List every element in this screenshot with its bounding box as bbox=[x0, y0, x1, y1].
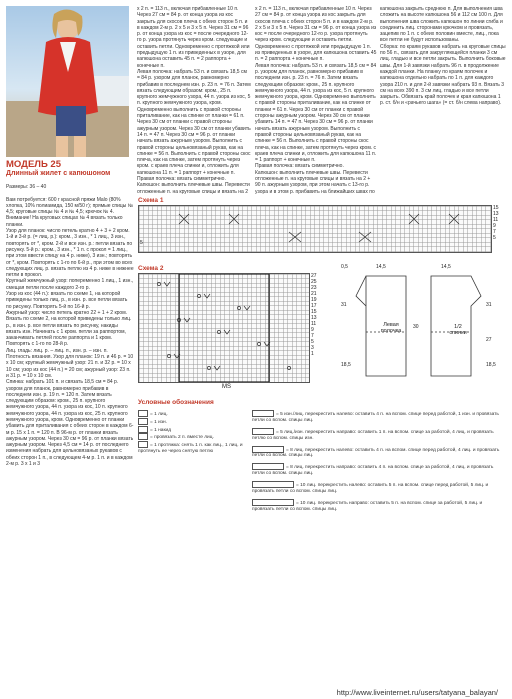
legend-item: = 1 протяжка: снять 1 п. как лиц., 1 лиц. и протянуть ее через снятую петлю bbox=[138, 442, 243, 454]
legend-item: = 1 лиц. bbox=[138, 410, 248, 418]
model-number: МОДЕЛЬ 25 bbox=[6, 159, 61, 170]
legend-item: = 10 лиц. перекрестить направо: оставить 5 п. на вспом. спице за работой, 5 лиц. и провязать петли со вспом. спицы лиц. bbox=[252, 500, 483, 512]
legend-item: = 10 лиц. перекрестить налево: оставить 5 п. на вспом. спице перед работой, 5 лиц. и провязать петли со вспом. спицы лиц. bbox=[252, 482, 489, 494]
pattern-label-right: 1/2 спинки bbox=[449, 324, 467, 336]
footer-url[interactable]: http://www.liveinternet.ru/users/tatyana_balayan/ bbox=[336, 688, 498, 697]
scheme-1-chart bbox=[138, 205, 492, 253]
instructions-column-3: капюшона закрыть среднюю п. Для выполнения шва сложить на высоте капюшона 56 и 112 см 100 п. Для выполнения шва сложить капюшон по линии сгиба и соединить лиц. сторонами крючком и провязать, зацепив по 1 п. с обеих половин вместе, лиц., пока все петли не будут использованы. Сборка: по краям рукавов набрать на круговые спицы по 56 п., связать для закругляющейся планки 3 см лиц. гладью и все петли закрыть. Выполнить боковые швы. Для 1-й завязки набрать 96 п. в продолжение каждой планки. На планку по краям полочек и капюшона отдельно набрать по 1 п. для каждого узора 210 п. и для 2-й завязки набрать 93 п. Вязать 3 см на всех 390 п. 3 см лиц. гладью и все петли закрыть. Обвязать край полочек и края капюшона 1 р. ст. б/н и «рачьего шага» (= ст. б/н слева направо). bbox=[380, 6, 506, 107]
legend-item: = 8 лиц. перекрестить налево: оставить 4 п. на вспом. спице перед работой, 4 лиц. и провязать петли со вспом. спицы лиц. bbox=[252, 447, 500, 459]
model-title bbox=[6, 160, 134, 178]
legend-item: = 1 накид bbox=[138, 426, 248, 434]
repeat-label: MS bbox=[222, 384, 231, 390]
legend-item: = 5 изн./лиц. перекрестить налево: оставить 4 п. на вспом. спице перед работой, 1 изн. и провязать петли со вспом. спицы лиц. bbox=[252, 411, 499, 423]
instructions-column-1: Размеры: 36 – 40 Вам потребуется: 600 г красной пряжи Malo (80% хлопка, 10% полиамида, 150 м/50 г); прямые спицы № 4,5; круговые спицы № 4 и № 4,5; крючок № 4. Внимание! На круговых спицах № 4 вязать только планки. Узор для планок: число петель кратно 4 + 3 + 2 кром. 1-й и 3-й р. (= лиц. р.): кром., 3 изн., * 1 лиц., 3 изн., повторять от *, кром. 2-й и все изн. р.: петли вязать по рисунку. 5-й р.: кром., 3 изн., * 1 п. с прокол = 1 лиц., при этом ввести спицу на 4 р. ниже), 3 изн.; повторять от *, кром. Повторять с 1-го по 6-й р., при этом во всех следующих лиц. р. вязать петлю из 4 р. ниже в нижнее петли в прокол. Крупный жемчужный узор: попеременно 1 лиц., 1 изн., смещая петли после каждого 2-го р. Узор из кос (44 п.): вязать по схеме 1, на которой приведены только лиц. р., в изн. р. все петли вязать по рисунку. Повторять 5-й по 16-й р. Ажурный узор: число петель кратно 22 + 1 + 2 кром. Вязать по схеме 2, на которой приведены только лиц. р., в изн. р. все петли вязать по рисунку, накиды вязать изн. Начинать с 1 кром. петли за раппортом, заканчивать петлей после раппорта и 1 кром. Повторять с 1-го по 28-й р. Лиц. гладь: лиц. р. – лиц. п., изн. р. – изн. п. Плотность вязания. Узор для планок: 19 п. и 46 р. = 10 х 10 см; крупный жемчужный узор: 21 п. и 32 р. = 10 х 10 см; узор из кос (44 п.) = 20 см; ажурный узор: 23 п. и 31 р. = 10 х 10 см. Спинка: набрать 101 п. и связать 18,5 см = 84 р. узором для планок, равномерно прибавив в последнем изн. р. 19 п. = 120 п. Затем вязать следующим образом: кром., 25 п. крупного жемчужного узора, 44 п. узора из кос, 10 п. крупного жемчужного узора, 44 п. узора из кос, 25 п. крупного жемчужного узора, кром. Одновременно от планки убавить для приталивания с обеих сторон в каждом 6-м р. 15 х 1 п. = 120 п. В 96-м р. от планки вязать ажурным узором. Через 30 см = 96 р. от планки вязать ажурным узором. Через 4,5 см = 14 р. от последнего изменения набрать для цельновязаных рукавов с обеих сторон 1 п., в следующем 4-м р. 1 п. и в каждом 2-м р. 3 х 1 и 3 bbox=[6, 184, 134, 468]
legend-basic bbox=[138, 410, 248, 455]
pattern-label-left: Левая полочка bbox=[380, 322, 402, 334]
instructions-column-2: х 2 п. = 113 п., включая прибавленные 10 п. Через 27 см = 84 р. от конца узора из кос закрыть для скосов плеча с обеих сторон 5 п. и в каждом 2-м р. 2 х 5 и 3 х 5 п. Через 31 см = 96 р. от конца узора из кос = после очередного 12-го р. узора протянуть через кром. следующие и оставить петли. Одновременно с протяжкой или предыдущую 1 п. из приведенных в узоре, для капюшона оставить 45 п. = 2 раппорта + конечные п. Левая полочка: набрать 53 п. и связать 18,5 см = 84 р. узором для планок, равномерно прибавив в последнем изн. р. 23 п. = 76 п. Затем вязать следующим образом: кром., 25 п. крупного жемчужного узора, 44 п. узора из кос, 5 п. крупного жемчужного узора, кром. Одновременно выполнить с правой стороны приталивание, как на спинке от планки = 61 п. Через 30 см от планки с правой стороны ажурным узором. Через 30 см от планки убавить 14 п. = 47 п. Через 30 см = 96 р. от планки начать вязать ажурным узором. Выполнить с правой стороны цельновязаный рукав, как на спинке = 56 п. Выполнить с правой стороны скос плеча, как на спинке, затем протянуть через кром. с краев плеча спинки и, отложить для капюшона 11 п. = 1 раппорт + конечные п. Правая полочка: вязать симметрично. Капюшон: выполнить плечевые швы. Перевести отложенные п. на круговые спицы и вязать на 2 bbox=[137, 6, 251, 194]
garment-pattern: Левая полочка 1/2 спинки 0,5 14,5 14,5 31 31 27 18,5 18,5 30 bbox=[336, 262, 506, 384]
scheme-2-label: Схема 2 bbox=[138, 265, 164, 272]
legend-title: Условные обозначения bbox=[138, 399, 214, 406]
model-name: Длинный жилет с капюшоном bbox=[6, 170, 111, 177]
scheme-1-label: Схема 1 bbox=[138, 197, 164, 204]
legend-cables bbox=[252, 410, 506, 517]
scheme-2-chart bbox=[138, 273, 310, 383]
instructions-column-3-left: х 2 п. = 113 п., включая прибавленные 10 п. Через 27 см = 84 р. от конца узора из кос закрыть для скосов плеча с обеих сторон 5 п. и в каждом 2-м р. 2 х 5 и 3 х 5 п. Через 31 см = 96 р. от конца узора из кос = после очередного 12-го р. узора протянуть через кром. следующие и оставить петли. Одновременно с протяжкой или предыдущую 1 п. из приведенных в узоре, для капюшона оставить 45 п. = 2 раппорта + конечные п. Левая полочка: набрать 53 п. и связать 18,5 см = 84 р. узором для планок, равномерно прибавив в последнем изн. р. 23 п. = 76 п. Затем вязать следующим образом: кром., 25 п. крупного жемчужного узора, 44 п. узора из кос, 5 п. крупного жемчужного узора, кром. Одновременно выполнить с правой стороны приталивание, как на спинке от планки = 61 п. Через 30 см от планки с правой стороны ажурным узором. Через 30 см от планки убавить 14 п. = 47 п. Через 30 см = 96 р. от планки начать вязать ажурным узором. Выполнить с правой стороны цельновязаный рукав, как на спинке = 56 п. Выполнить с правой стороны скос плеча, как на спинке, затем протянуть через кром. с краев плеча спинки и, отложить для капюшона 11 п. = 1 раппорт + конечные п. Правая полочка: вязать симметрично. Капюшон: выполнить плечевые швы. Перевести отложенные п. на круговые спицы и вязать на 2 + 90 п. ажурным узором, при этом начать с 13-го р. узора и в этом р. прибавить на ближайших швах по bbox=[255, 6, 377, 194]
legend-item: = 5 лиц./изн. перекрестить направо: оставить 1 п. на вспом. спице за работой, 4 лиц. и провязать петлю со вспом. спицы изн. bbox=[252, 429, 494, 441]
scheme-1-row-numbers: 15 13 11 9 7 5 bbox=[493, 205, 499, 241]
legend-item: = 1 изн. bbox=[138, 418, 248, 426]
model-photo bbox=[6, 6, 129, 157]
legend-item: = 8 лиц. перекрестить направо: оставить 4 п. на вспом. спице за работой, 4 лиц. и провязать петли со вспом. спицы лиц. bbox=[252, 465, 494, 477]
legend-item: = провязать 2 п. вместе лиц. bbox=[138, 433, 248, 441]
scheme-2-row-numbers: 27 25 23 21 19 17 15 13 11 9 7 5 3 1 bbox=[311, 273, 317, 357]
scheme-1-row-left: 5 bbox=[140, 240, 143, 246]
